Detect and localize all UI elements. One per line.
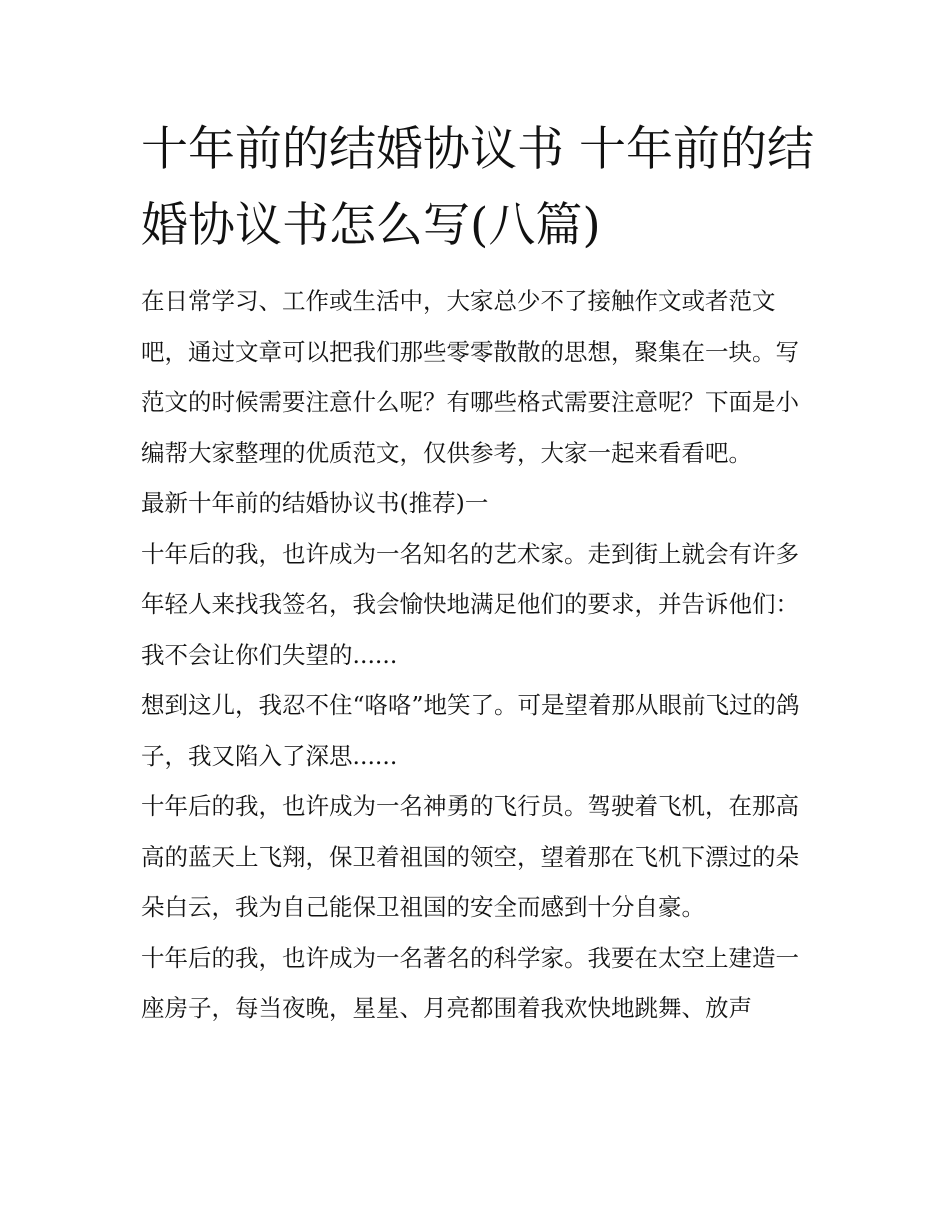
paragraph-artist: 十年后的我，也许成为一名知名的艺术家。走到街上就会有许多年轻人来找我签名，我会愉快地满足他们的要求，并告诉他们：我不会让你们失望的...... (141, 539, 799, 669)
paragraph-laugh: 想到这儿，我忍不住“咯咯”地笑了。可是望着那从眼前飞过的鸽子，我又陷入了深思...... (141, 691, 800, 770)
paragraph-scientist: 十年后的我，也许成为一名著名的科学家。我要在太空上建造一座房子，每当夜晚，星星、月亮都围着我欢快地跳舞、放声 (141, 943, 799, 1022)
document-title: 十年前的结婚协议书 十年前的结婚协议书怎么写(八篇) (141, 122, 814, 253)
paragraph-pilot: 十年后的我，也许成为一名神勇的飞行员。驾驶着飞机，在那高高的蓝天上飞翔，保卫着祖国的领空，望着那在飞机下漂过的朵朵白云，我为自己能保卫祖国的安全而感到十分自豪。 (141, 792, 799, 921)
document-body (141, 112, 821, 1034)
section-heading: 最新十年前的结婚协议书(推荐)一 (141, 489, 489, 517)
paragraph-intro: 在日常学习、工作或生活中，大家总少不了接触作文或者范文吧，通过文章可以把我们那些零零散散的思想，聚集在一块。写范文的时候需要注意什么呢？有哪些格式需要注意呢？下面是小编帮大家整理的优质范文，仅供参考，大家一起来看看吧。 (141, 287, 799, 467)
